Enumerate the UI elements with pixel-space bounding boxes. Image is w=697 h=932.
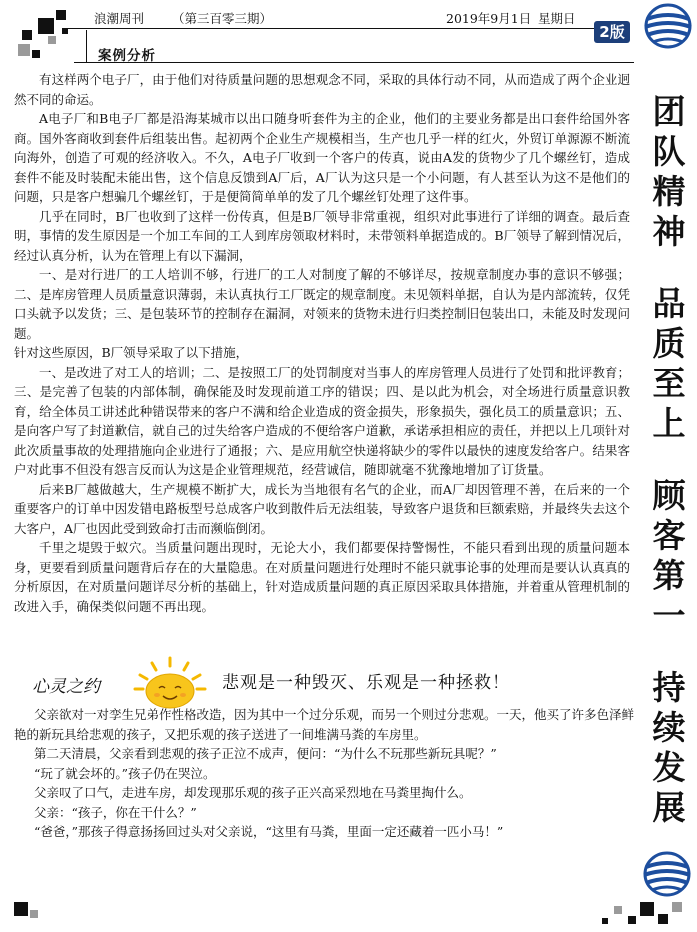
slogan bbox=[647, 92, 691, 252]
company-logo-icon bbox=[641, 2, 695, 50]
article-paragraph: 针对这些原因，B厂领导采取了以下措施， bbox=[14, 345, 249, 360]
case-article bbox=[14, 70, 630, 616]
slogan-char: 品 bbox=[652, 284, 686, 323]
slogan-char: 展 bbox=[652, 788, 686, 827]
slogan-char: 上 bbox=[652, 404, 686, 443]
story-paragraph: 父亲：“孩子，你在干什么？” bbox=[34, 804, 197, 820]
decor-square bbox=[614, 906, 622, 914]
decor-square bbox=[56, 10, 66, 20]
decor-square bbox=[658, 914, 668, 924]
slogan-char: 顾 bbox=[652, 476, 686, 515]
soul-section-title: 悲观是一种毁灭、乐观是一种拯救！ bbox=[222, 673, 510, 693]
decor-square bbox=[30, 910, 38, 918]
decor-square bbox=[48, 36, 56, 44]
article-paragraph: 后来B厂越做越大，生产规模不断扩大，成长为当地很有名气的企业，而A厂却因管理不善，在后来的一个重要客户的订单中因发错电路板型号总成客户收到散件后无法组装，导致客户退货和巨额索赔，并最终失去这个大客户，A厂也因此受到致命打击而濒临倒闭。 bbox=[14, 481, 630, 536]
decor-square bbox=[640, 902, 654, 916]
slogan-char: 持 bbox=[652, 668, 686, 707]
article-paragraph: 千里之堤毁于蚁穴。当质量问题出现时，无论大小，我们都要保持警惕性，不能只看到出现的质量问题本身，更要看到质量问题背后存在的大量隐患。在对质量问题进行处理时不能只就事论事的处理而是要认认真真的分析原因，在对质量问题详尽分析的基础上，针对造成质量问题的真正原因采取具体措施，并着重从管理机制的改进入手，确保类似问题不再出现。 bbox=[14, 540, 630, 614]
slogan-char: 精 bbox=[652, 172, 686, 211]
paper-name: 浪潮周刊 bbox=[94, 11, 145, 26]
decor-square bbox=[32, 50, 40, 58]
slogan bbox=[647, 668, 691, 828]
section-rule bbox=[74, 62, 634, 63]
story-paragraph: 父亲欲对一对孪生兄弟作性格改造，因为其中一个过分乐观，而另一个则过分悲观。一天，他买了许多色泽鲜艳的新玩具给悲观的孩子，又把乐观的孩子送进了一间堆满马粪的车房里。 bbox=[14, 707, 635, 742]
issue-number: （第三百零三期） bbox=[172, 11, 273, 26]
article-paragraph: 一、是对行进厂的工人培训不够，行进厂的工人对制度了解的不够详尽，按规章制度办事的意识不够强；二、是库房管理人员质量意识薄弱，未认真执行工厂既定的规章制度。未见领料单据，自认为是内部流转，仅凭口头就予以发货；三、是包装环节的控制存在漏洞，对领来的货物未进行归类控制旧包装出口，未能及时发现问题。 bbox=[14, 267, 630, 341]
company-logo-icon bbox=[640, 850, 694, 898]
slogan-char: 至 bbox=[652, 364, 686, 403]
article-paragraph: 几乎在同时，B厂也收到了这样一份传真，但是B厂领导非常重视，组织对此事进行了详细的调查。最后查明，事情的发生原因是一个加工车间的工人到库房领取材料时，未带领料单据造成的。B厂领导了解到情况后，经过认真分析，认为在管理上有以下漏洞， bbox=[14, 208, 630, 263]
decor-square bbox=[14, 902, 28, 916]
soul-story bbox=[14, 705, 634, 842]
slogan bbox=[647, 284, 691, 444]
slogan-char: 团 bbox=[652, 92, 686, 131]
story-paragraph: 第二天清晨，父亲看到悲观的孩子正泣不成声，便问：“为什么不玩那些新玩具呢？” bbox=[34, 746, 497, 761]
decor-square bbox=[628, 916, 636, 924]
decor-square bbox=[22, 30, 32, 40]
decor-square bbox=[602, 918, 608, 924]
article-paragraph: 有这样两个电子厂，由于他们对待质量问题的思想观念不同，采取的具体行动不同，从而造成了两个企业迥然不同的命运。 bbox=[14, 72, 630, 107]
section-title: 案例分析 bbox=[98, 48, 156, 64]
story-paragraph: “爸爸，”那孩子得意扬扬回过头对父亲说，“这里有马粪，里面一定还藏着一匹小马！” bbox=[34, 824, 504, 839]
slogan-char: 质 bbox=[652, 324, 686, 363]
slogan-char: 发 bbox=[652, 748, 686, 787]
slogan-char: 第 bbox=[652, 556, 686, 595]
slogan-char: 神 bbox=[652, 212, 686, 251]
article-paragraph: 一、是改进了对工人的培训；二、是按照工厂的处罚制度对当事人的库房管理人员进行了处罚和批评教育；三、是完善了包装的内部体制，确保能及时发现前道工序的错误；四、是以此为机会，对全场进行质量意识教育，给全体员工讲述此种错误带来的客户不满和给企业造成的资金损失，形象损失，强化员工的质量意识；五、是向客户写了封道歉信，就自己的过失给客户造成的不便给客户道歉，承诺承担相应的责任，并把以上几项针对此次质量事故的处理措施向企业进行了通报；六、是应用航空快递将缺少的零件以最快的速度发给客户。结果客户对此事不但没有怨言反而认为这是企业管理规范，经营诚信，随即就毫不犹豫地增加了订货量。 bbox=[14, 364, 630, 477]
slogan-char: 队 bbox=[652, 132, 686, 171]
decor-square bbox=[38, 18, 54, 34]
decor-square bbox=[672, 902, 682, 912]
story-paragraph: 父亲叹了口气，走进车房，却发现那乐观的孩子正兴高采烈地在马粪里掏什么。 bbox=[34, 785, 472, 800]
decor-square bbox=[18, 44, 30, 56]
header-rule bbox=[62, 28, 628, 29]
soul-section-label: 心灵之约 bbox=[32, 677, 100, 697]
slogan-char: 一 bbox=[652, 596, 686, 635]
edition-badge: 2版 bbox=[594, 21, 630, 43]
slogan-char: 续 bbox=[652, 708, 686, 747]
issue-date: 2019年9月1日 bbox=[446, 11, 532, 26]
issue-weekday: 星期日 bbox=[538, 11, 576, 26]
slogan-char: 客 bbox=[652, 516, 686, 555]
story-paragraph: “玩了就会坏的。”孩子仍在哭泣。 bbox=[34, 765, 216, 781]
article-paragraph: A电子厂和B电子厂都是沿海某城市以出口随身听套件为主的企业，他们的主要业务都是出口套件给国外客商。国外客商收到套件后组装出售。起初两个企业生产规模相当，生产也几乎一样的红火，外贸订单源源不断流向海外，创造了可观的经济收入。不久，A电子厂收到一个客户的传真，说由A发的货物少了几个螺丝钉，造成套件不能及时装配未能出售，这个信息反馈到A厂后，A厂认为这只是一个小问题，有人甚至认为这不是他们的问题，只是客户想骗几个螺丝钉，于是便简简单单的发了几个螺丝钉处理了这件事。 bbox=[14, 111, 630, 204]
slogan bbox=[647, 476, 691, 636]
section-divider bbox=[86, 30, 87, 62]
slogan-column bbox=[647, 92, 691, 860]
